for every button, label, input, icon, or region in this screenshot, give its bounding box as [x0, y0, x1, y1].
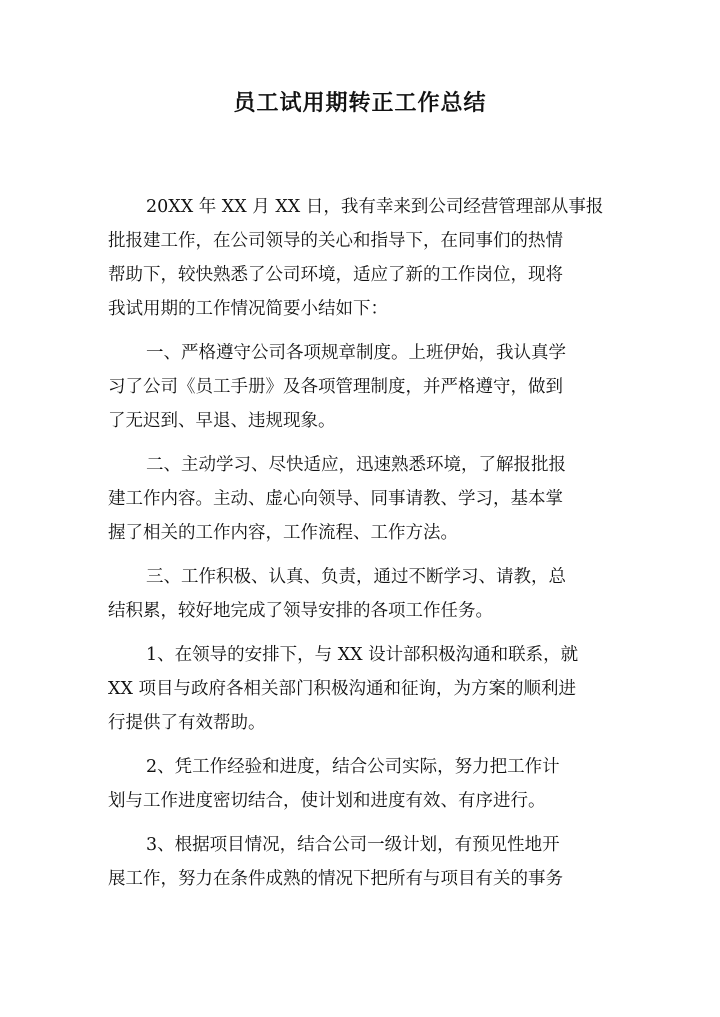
paragraph-spacer — [108, 740, 612, 750]
paragraph-item-one — [108, 336, 612, 438]
text-line: 结积累，较好地完成了领导安排的各项工作任务。 — [108, 601, 493, 621]
text-line: 习了公司《员工手册》及各项管理制度，并严格遵守，做到 — [108, 377, 563, 397]
paragraph-spacer — [108, 818, 612, 828]
text-line: 批报建工作，在公司领导的关心和指导下，在同事们的热情 — [108, 231, 563, 251]
text-line: 行提供了有效帮助。 — [108, 713, 266, 733]
text-line: 二、主动学习、尽快适应，迅速熟悉环境，了解报批报 — [146, 455, 566, 475]
text-line: 建工作内容。主动、虚心向领导、同事请教、学习，基本掌 — [108, 489, 563, 509]
paragraph-subitem-1 — [108, 638, 612, 740]
paragraph-subitem-3 — [108, 828, 612, 896]
paragraph-spacer — [108, 438, 612, 448]
paragraph-spacer — [108, 326, 612, 336]
text-line: 握了相关的工作内容，工作流程、工作方法。 — [108, 523, 458, 543]
document-title: 员工试用期转正工作总结 — [233, 91, 487, 116]
text-line: 划与工作进度密切结合，使计划和进度有效、有序进行。 — [108, 791, 546, 811]
text-line: XX 项目与政府各相关部门积极沟通和征询，为方案的顺利进 — [108, 679, 576, 699]
text-line: 我试用期的工作情况简要小结如下： — [108, 299, 388, 319]
text-line: 3、根据项目情况，结合公司一级计划，有预见性地开 — [146, 835, 560, 855]
text-line: 三、工作积极、认真、负责，通过不断学习、请教，总 — [146, 567, 566, 587]
text-line: 一、严格遵守公司各项规章制度。上班伊始，我认真学 — [146, 343, 566, 363]
paragraph-item-two — [108, 448, 612, 550]
text-line: 了无迟到、早退、违规现象。 — [108, 411, 336, 431]
text-line: 20XX 年 XX 月 XX 日，我有幸来到公司经营管理部从事报 — [146, 197, 604, 217]
paragraph-item-three — [108, 560, 612, 628]
document-body — [108, 190, 612, 896]
text-line: 2、凭工作经验和进度，结合公司实际，努力把工作计 — [146, 757, 560, 777]
paragraph-subitem-2 — [108, 750, 612, 818]
paragraph-spacer — [108, 550, 612, 560]
paragraph-intro — [108, 190, 612, 326]
text-line: 1、在领导的安排下，与 XX 设计部积极沟通和联系，就 — [146, 645, 579, 665]
text-line: 帮助下，较快熟悉了公司环境，适应了新的工作岗位，现将 — [108, 265, 563, 285]
text-line: 展工作，努力在条件成熟的情况下把所有与项目有关的事务 — [108, 869, 563, 889]
paragraph-spacer — [108, 628, 612, 638]
